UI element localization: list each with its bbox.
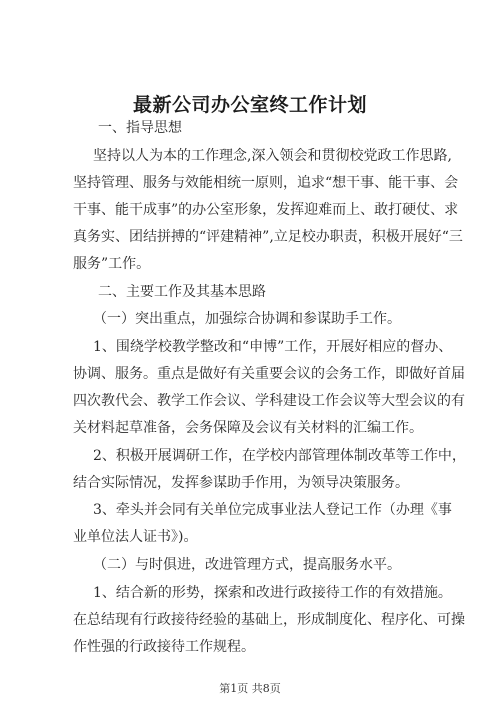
- paragraph-line: 作性强的行政接待工作规程。: [73, 639, 255, 655]
- document-title: 最新公司办公室终工作计划: [132, 94, 367, 116]
- paragraph-line: 关材料起草准备，会务保障及会议有关材料的汇编工作。: [73, 420, 423, 436]
- heading-main-work: 二、主要工作及其基本思路: [98, 284, 266, 300]
- paragraph-line: 1、结合新的形势，探索和改进行政接待工作的有效措施。: [93, 585, 452, 601]
- subheading-advance: （二）与时俱进，改进管理方式，提高服务水平。: [93, 557, 401, 573]
- paragraph-line: 坚持以人为本的工作理念,深入领会和贯彻校党政工作思路,: [93, 148, 452, 164]
- paragraph-line: 在总结现有行政接待经验的基础上，形成制度化、程序化、可操: [73, 612, 465, 628]
- page-number: 第1页 共8页: [219, 682, 281, 695]
- paragraph-line: 服务”工作。: [73, 256, 151, 272]
- paragraph-line: 干事、能干成事”的办公室形象，发挥迎难而上、敢打硬仗、求: [73, 202, 459, 218]
- paragraph-line: 真务实、团结拼搏的“评建精神”,立足校办职责，积极开展好“三: [73, 229, 463, 245]
- paragraph-line: 协调、服务。重点是做好有关重要会议的会务工作，即做好首届: [73, 366, 465, 382]
- paragraph-line: 1、围绕学校教学整改和“申博”工作，开展好相应的督办、: [93, 339, 453, 355]
- paragraph-line: 结合实际情况，发挥参谋助手作用，为领导决策服务。: [73, 475, 409, 491]
- paragraph-line: 四次教代会、教学工作会议、学科建设工作会议等大型会议的有: [73, 393, 465, 409]
- paragraph-line: 2、积极开展调研工作，在学校内部管理体制改革等工作中，: [93, 448, 466, 464]
- paragraph-line: 业单位法人证书》)。: [73, 529, 198, 545]
- subheading-highlight: （一）突出重点，加强综合协调和参谋助手工作。: [93, 311, 401, 327]
- heading-guiding-thought: 一、指导思想: [98, 120, 182, 136]
- paragraph-line: 3、牵头并会同有关单位完成事业法人登记工作（办理《事: [93, 502, 452, 518]
- paragraph-line: 坚持管理、服务与效能相统一原则，追求“想干事、能干事、会: [73, 175, 459, 191]
